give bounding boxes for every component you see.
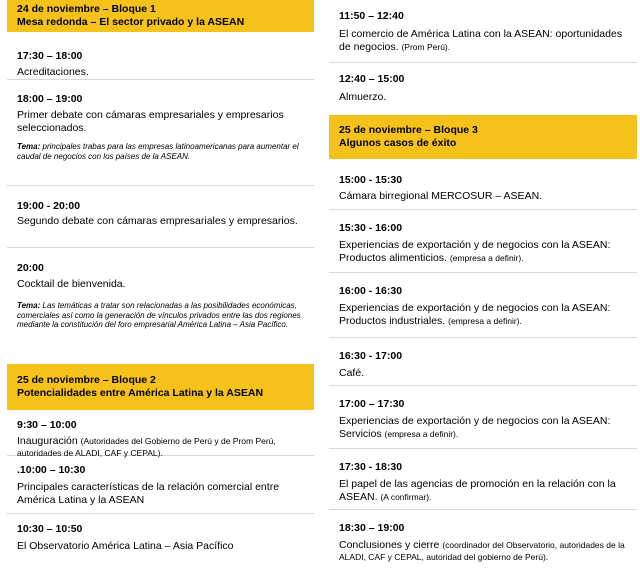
item-desc-small: (coordinador del Observatorio, autoridades de la ALADI, CAF y CEPAL, autoridad del gobierno de Perú). (339, 540, 625, 562)
item-time: 17:00 – 17:30 (339, 398, 405, 410)
item-time: 16:00 - 16:30 (339, 285, 403, 297)
agenda-item (7, 248, 314, 364)
item-time: 20:00 (17, 262, 44, 274)
item-desc-main: Experiencias de exportación y de negocios con la ASEAN: Productos alimenticios. (339, 239, 611, 264)
item-desc: Primer debate con cámaras empresariales y empresarios seleccionados. (17, 109, 284, 134)
item-desc (339, 478, 627, 504)
bloque2-subtitle: Potencialidades entre América Latina y la ASEAN (17, 387, 264, 399)
item-desc (339, 239, 627, 265)
note-text: Las temáticas a tratar son relacionadas a las posibilidades económicas, comerciales así como la generación de vínculos privados entre las dos regiones mediante la constitución del foro empresarial América Latina – Asia Pacífico. (17, 301, 301, 329)
agenda-item (329, 210, 637, 273)
item-desc (339, 302, 627, 328)
note-label: Tema: (17, 301, 41, 310)
item-note (17, 301, 304, 330)
item-time: 11:50 – 12:40 (339, 10, 404, 22)
item-desc (339, 415, 627, 441)
bloque2-title: 25 de noviembre – Bloque 2 (17, 374, 156, 386)
item-desc: Cámara birregional MERCOSUR – ASEAN. (339, 190, 543, 202)
item-time: 9:30 – 10:00 (17, 419, 77, 431)
item-desc-small: (A confirmar). (380, 492, 432, 502)
item-desc (339, 28, 627, 54)
item-time: 17:30 - 18:30 (339, 461, 403, 473)
item-time: 18:30 – 19:00 (339, 522, 405, 534)
note-text: principales trabas para las empresas latinoamericanas para aumentar el caudal de negocios con los países de la ASEAN. (17, 142, 299, 161)
item-desc-small: (Prom Perú). (401, 42, 451, 52)
agenda-item (329, 159, 637, 210)
agenda-item (7, 456, 314, 514)
item-time: .10:00 – 10:30 (17, 464, 86, 476)
bloque2-header (7, 364, 314, 410)
agenda-item (329, 0, 637, 63)
item-desc-main: El papel de las agencias de promoción en la relación con la ASEAN. (339, 478, 616, 503)
item-desc: Cocktail de bienvenida. (17, 278, 126, 290)
item-time: 16:30 - 17:00 (339, 350, 403, 362)
item-time: 15:00 - 15:30 (339, 174, 403, 186)
right-column (329, 0, 637, 572)
agenda-item (329, 63, 637, 115)
item-desc-main: Inauguración (17, 435, 78, 447)
bloque1-title: 24 de noviembre – Bloque 1 (17, 3, 156, 15)
item-time: 19:00 - 20:00 (17, 200, 81, 212)
item-desc: Acreditaciones. (17, 66, 89, 78)
note-label: Tema: (17, 142, 41, 151)
item-desc-main: El comercio de América Latina con la ASEAN: oportunidades de negocios. (339, 28, 623, 53)
item-time: 10:30 – 10:50 (17, 523, 83, 535)
item-desc (339, 539, 627, 563)
agenda-item (329, 449, 637, 510)
item-desc-small: (empresa a definir). (449, 253, 524, 263)
item-desc-main: Conclusiones y cierre (339, 539, 440, 551)
item-desc-small: (Autoridades del Gobierno de Perú y de Prom Perú, autoridades de ALADI, CAF y CEPAL). (17, 436, 276, 458)
agenda-item (7, 32, 314, 80)
item-desc: Principales características de la relación comercial entre América Latina y la ASEAN (17, 481, 280, 506)
agenda-item (7, 410, 314, 456)
agenda-item (7, 186, 314, 248)
item-desc-main: Experiencias de exportación y de negocios con la ASEAN: Servicios (339, 415, 611, 440)
agenda-item (329, 386, 637, 449)
bloque3-subtitle: Algunos casos de éxito (339, 137, 457, 149)
item-desc: Segundo debate con cámaras empresariales y empresarios. (17, 215, 298, 227)
agenda-item (7, 514, 314, 554)
agenda-item (7, 80, 314, 186)
left-column (7, 0, 314, 554)
bloque1-header (7, 0, 314, 32)
item-time: 12:40 – 15:00 (339, 73, 405, 85)
item-time: 18:00 – 19:00 (17, 93, 83, 105)
item-time: 15:30 - 16:00 (339, 222, 403, 234)
agenda-item (329, 273, 637, 338)
bloque1-subtitle: Mesa redonda – El sector privado y la ASEAN (17, 16, 245, 28)
agenda-item (329, 338, 637, 386)
item-desc: El Observatorio América Latina – Asia Pacífico (17, 540, 234, 552)
item-desc: Almuerzo. (339, 91, 387, 103)
item-note (17, 142, 304, 161)
item-time: 17:30 – 18:00 (17, 50, 83, 62)
agenda-item (329, 510, 637, 572)
item-desc-main: Experiencias de exportación y de negocios con la ASEAN: Productos industriales. (339, 302, 611, 327)
bloque3-header (329, 115, 637, 159)
item-desc-small: (empresa a definir). (448, 316, 522, 326)
bloque3-title: 25 de noviembre – Bloque 3 (339, 124, 478, 136)
item-desc: Café. (339, 367, 365, 379)
item-desc-small: (empresa a definir). (384, 429, 459, 439)
